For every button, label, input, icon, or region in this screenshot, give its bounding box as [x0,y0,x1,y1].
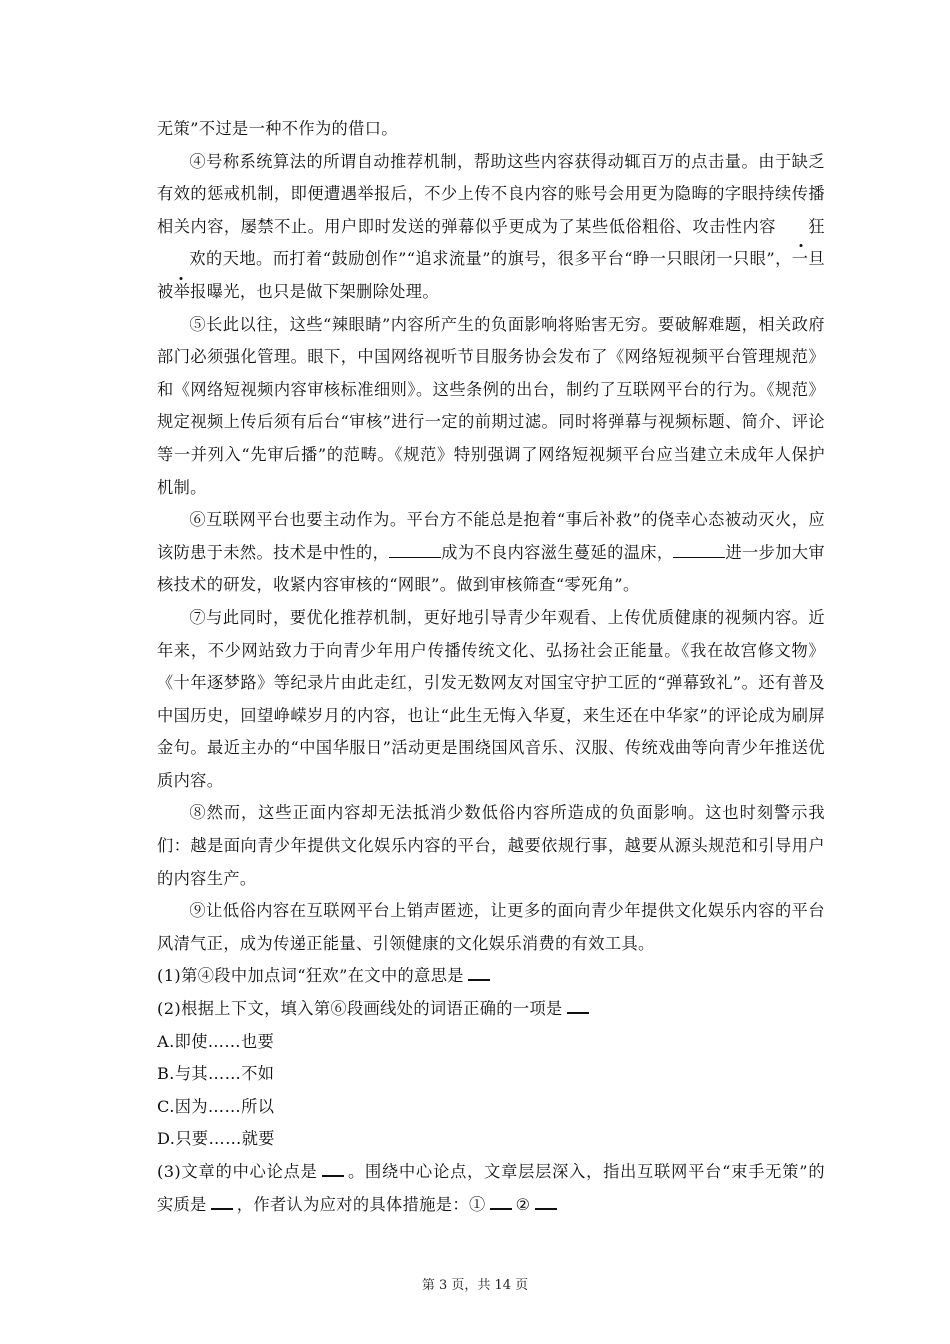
option-text: D.只要……就要 [157,1129,275,1149]
article-body [157,113,825,1221]
question-text: ，作者认为应对的具体措施是：① [236,1194,486,1214]
paragraph-text: 成为不良内容滋生蔓延的温床， [441,542,674,562]
paragraph-9 [157,895,825,960]
question-text: 。围绕中心论点，文章层层深入，指出互联网平台“束手无策”的实质是 [157,1162,825,1214]
paragraph-text: 进一步加大审核技术的研发，收紧内容审核的“网眼”。做到审核筛查“零死角”。 [157,542,825,595]
option-d[interactable] [157,1123,825,1156]
paragraph-7 [157,602,825,798]
question-text: ② [515,1194,531,1214]
paragraph-3-end [157,113,825,146]
page-footer: 第 3 页，共 14 页 [421,1278,529,1293]
option-b[interactable] [157,1058,825,1091]
answer-blank[interactable] [468,965,490,981]
paragraph-text: ⑨让低俗内容在互联网平台上销声匿迹，让更多的面向青少年提供文化娱乐内容的平台风清气正，成为传递正能量、引领健康的文化娱乐消费的有效工具。 [157,901,825,953]
question-2 [157,993,825,1026]
answer-blank[interactable] [535,1194,557,1210]
fill-blank-line[interactable] [673,547,725,558]
paragraph-text: 的天地。而打着“鼓励创作”“追求流量”的旗号，很多平台“睁一只眼闭一只眼”，一旦被举报曝光，也只是做下架删除处理。 [157,249,825,301]
option-text: A.即使……也要 [157,1031,275,1051]
answer-blank[interactable] [211,1194,233,1210]
question-1 [157,960,825,993]
paragraph-text: ④号称系统算法的所谓自动推荐机制，帮助这些内容获得动辄百万的点击量。由于缺乏有效的惩戒机制，即便遭遇举报后，不少上传不良内容的账号会用更为隐晦的字眼持续传播相关内容，屡禁不止。用户即时发送的弹幕似乎更成为了某些低俗粗俗、攻击性内容 [157,151,825,236]
option-c[interactable] [157,1091,825,1124]
paragraph-4 [157,146,825,309]
option-a[interactable] [157,1026,825,1059]
answer-blank[interactable] [490,1194,512,1210]
paragraph-text: ⑥互联网平台也要主动作为。平台方不能总是抱着“事后补救”的侥幸心态被动灭火，应该防患于未然。技术是中性的， [157,510,825,562]
paragraph-8 [157,797,825,895]
question-text: (1)第④段中加点词“狂欢”在文中的意思是 [157,966,464,986]
question-text: (2)根据上下文，填入第⑥段画线处的词语正确的一项是 [157,999,563,1019]
question-text: (3)文章的中心论点是 [157,1162,318,1181]
option-text: B.与其……不如 [157,1064,275,1084]
paragraph-5 [157,309,825,505]
paragraph-text: ⑦与此同时，要优化推荐机制，更好地引导青少年观看、上传优质健康的视频内容。近年来，不少网站致力于向青少年用户传播传统文化、弘扬社会正能量。《我在故宫修文物》《十年逐梦路》等纪录片由此走红，引发无数网友对国宝守护工匠的“弹幕致礼”。还有普及中国历史，回望峥嵘岁月的内容，也让“此生无悔入华夏，来生还在中华家”的评论成为刷屏金句。最近主办的“中国华服日”活动更是围绕国风音乐、汉服、传统戏曲等向青少年推送优质内容。 [157,607,825,790]
fill-blank-line[interactable] [389,547,441,558]
option-text: C.因为……所以 [157,1096,275,1116]
paragraph-text: 无策”不过是一种不作为的借口。 [157,119,398,138]
emphasis-dot-char: 欢 [157,243,206,276]
emphasis-dot-char: 狂 [776,211,825,244]
answer-blank[interactable] [322,1161,344,1177]
paragraph-6 [157,504,825,602]
answer-blank[interactable] [567,998,589,1014]
paragraph-text: ⑧然而，这些正面内容却无法抵消少数低俗内容所造成的负面影响。这也时刻警示我们：越是面向青少年提供文化娱乐内容的平台，越要依规行事，越要从源头规范和引导用户的内容生产。 [157,803,825,888]
paragraph-text: ⑤长此以往，这些“辣眼睛”内容所产生的负面影响将贻害无穷。要破解难题，相关政府部门必须强化管理。眼下，中国网络视听节目服务协会发布了《网络短视频平台管理规范》和《网络短视频内容审核标准细则》。这些条例的出台，制约了互联网平台的行为。《规范》规定视频上传后须有后台“审核”进行一定的前期过滤。同时将弹幕与视频标题、简介、评论等一并列入“先审后播”的范畴。《规范》特别强调了网络短视频平台应当建立未成年人保护机制。 [157,314,825,497]
question-3 [157,1156,825,1221]
